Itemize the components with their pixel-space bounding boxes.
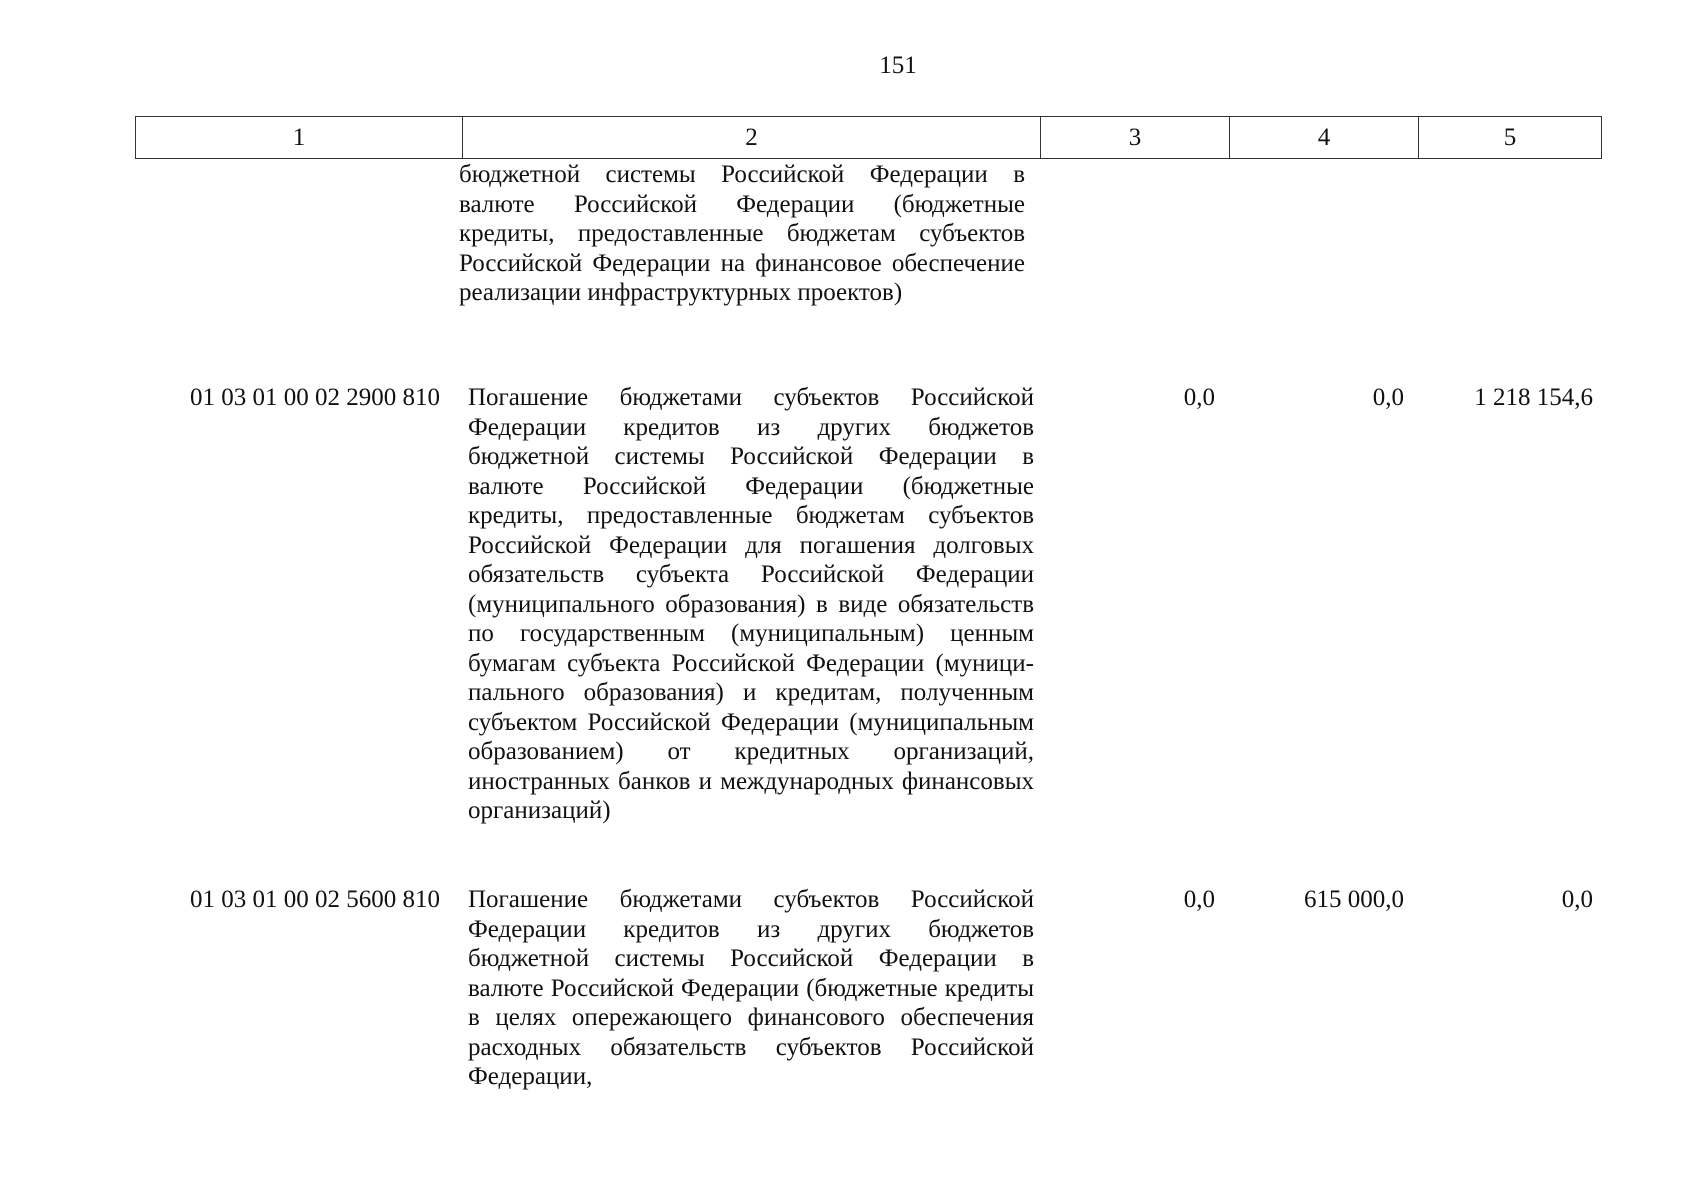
amount-col3: 0,0: [1183, 886, 1215, 913]
table-header-row: [136, 117, 1602, 159]
amount-col5: 0,0: [1561, 886, 1593, 913]
budget-code: 01 03 01 00 02 2900 810: [190, 384, 440, 411]
page-number: 151: [879, 52, 917, 79]
column-header-4: 4: [1230, 117, 1419, 159]
column-header-3: 3: [1041, 117, 1230, 159]
table-header: [135, 116, 1602, 159]
budget-code: 01 03 01 00 02 5600 810: [190, 886, 440, 913]
amount-col3: 0,0: [1183, 384, 1215, 411]
continued-description: бюджетной системы Российской Федерации в валюте Российской Федерации (бюджетные кредиты, предоставленные бюджетам субъектов Российской Федерации на финансовое обеспечение реализации инфраструктурных проектов): [459, 161, 1025, 306]
amount-col5: 1 218 154,6: [1474, 384, 1593, 411]
amount-col4: 0,0: [1372, 384, 1404, 411]
column-header-1: 1: [136, 117, 463, 159]
row-description: Погашение бюджетами субъектов Российской Федерации кредитов из других бюджетов бюджетной системы Российской Федерации в валюте Российской Федерации (бюджетные кредиты в целях опережающего финансового обеспечения расходных обязательств субъектов Российской Федерации,: [468, 886, 1034, 1090]
column-header-2: 2: [463, 117, 1041, 159]
amount-col4: 615 000,0: [1304, 886, 1404, 913]
row-description: Погашение бюджетами субъектов Российской Федерации кредитов из других бюджетов бюджетной системы Российской Федерации в валюте Российской Федерации (бюджетные кредиты, предоставленные бюджетам субъектов Российской Федерации для погашения долговых обязательств субъекта Российской Федерации (муниципального образования) в виде обязательств по государственным (муниципальным) ценным бумагам субъекта Российской Федерации (муниципального образования) и кредитам, полученным субъектом Российской Федерации (муниципальным образованием) от кредитных организаций, иностранных банков и международных финансовых организаций): [468, 384, 1034, 824]
column-header-5: 5: [1419, 117, 1602, 159]
